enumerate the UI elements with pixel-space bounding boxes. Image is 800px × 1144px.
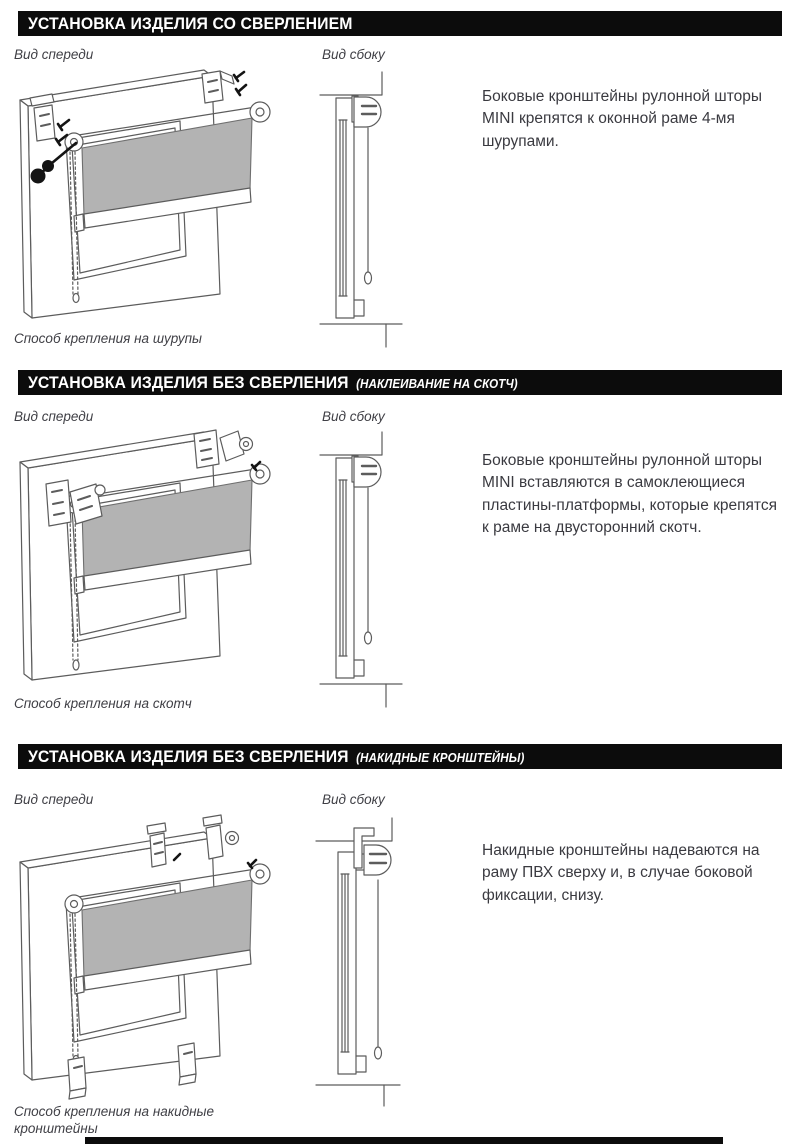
section1-caption: Способ крепления на шурупы	[14, 331, 202, 346]
section1-front-view-drawing	[14, 66, 300, 328]
section2-subtitle: (НАКЛЕИВАНИЕ НА СКОТЧ)	[356, 376, 518, 391]
section2-description: Боковые кронштейны рулонной шторы MINI вставляются в самоклеющиеся пластины-платформы, которые крепятся к раме на двусторонний скотч.	[482, 451, 777, 537]
control-chain	[365, 128, 372, 284]
mounting-bracket-right	[220, 431, 260, 470]
chain-handle	[365, 272, 372, 284]
section2-side-view-label: Вид сбоку	[322, 409, 385, 424]
section3-description: Накидные кронштейны надеваются на раму ПВХ сверху и, в случае боковой фиксации, снизу.	[482, 841, 760, 904]
adhesive-plate-left	[46, 480, 71, 526]
section1-side-view-drawing	[306, 66, 418, 356]
wall-outline-top	[320, 72, 382, 95]
mounting-bracket-right	[202, 71, 234, 103]
wall-outline-top	[320, 432, 382, 455]
section2-side-view-drawing	[306, 426, 418, 716]
section2-front-view-drawing	[14, 428, 300, 690]
section3-caption: Способ крепления на накидные кронштейны	[14, 1104, 214, 1136]
roller-mechanism	[364, 845, 391, 875]
window-profile	[336, 458, 364, 678]
section3-side-view-drawing	[300, 808, 420, 1108]
section2-caption: Способ крепления на скотч	[14, 696, 192, 711]
section1-header	[18, 11, 782, 36]
section1-front-view-label: Вид спереди	[14, 47, 94, 62]
wall-outline-bottom	[320, 684, 402, 707]
section3-side-view-label: Вид сбоку	[322, 792, 385, 807]
section1-title: УСТАНОВКА ИЗДЕЛИЯ СО СВЕРЛЕНИЕМ	[28, 13, 353, 33]
section2-title: УСТАНОВКА ИЗДЕЛИЯ БЕЗ СВЕРЛЕНИЯ	[28, 372, 349, 392]
chain-handle	[365, 632, 372, 644]
window-profile	[336, 98, 364, 318]
wall-outline-bottom	[316, 1085, 400, 1106]
section3-title: УСТАНОВКА ИЗДЕЛИЯ БЕЗ СВЕРЛЕНИЯ	[28, 746, 349, 766]
section3-front-view-drawing	[14, 808, 300, 1100]
hook-bracket-bottom-left	[68, 1057, 86, 1099]
roller-mechanism	[352, 456, 381, 487]
control-chain	[375, 880, 382, 1059]
section3-front-view-label: Вид спереди	[14, 792, 94, 807]
roller-mechanism	[352, 96, 381, 127]
control-chain	[365, 488, 372, 644]
section1-side-view-label: Вид сбоку	[322, 47, 385, 62]
page-bottom-bar	[85, 1137, 723, 1144]
window-profile	[338, 852, 366, 1074]
chain-handle	[375, 1047, 382, 1059]
adhesive-plate-right	[194, 430, 219, 468]
section3-subtitle: (НАКИДНЫЕ КРОНШТЕЙНЫ)	[356, 750, 525, 765]
hook-bracket-bottom-right	[178, 1043, 196, 1085]
wall-outline-bottom	[320, 324, 402, 347]
section1-description: Боковые кронштейны рулонной шторы MINI крепятся к оконной раме 4-мя шурупами.	[482, 87, 763, 150]
section2-front-view-label: Вид спереди	[14, 409, 94, 424]
section3-header	[18, 744, 782, 769]
section2-header	[18, 370, 782, 395]
